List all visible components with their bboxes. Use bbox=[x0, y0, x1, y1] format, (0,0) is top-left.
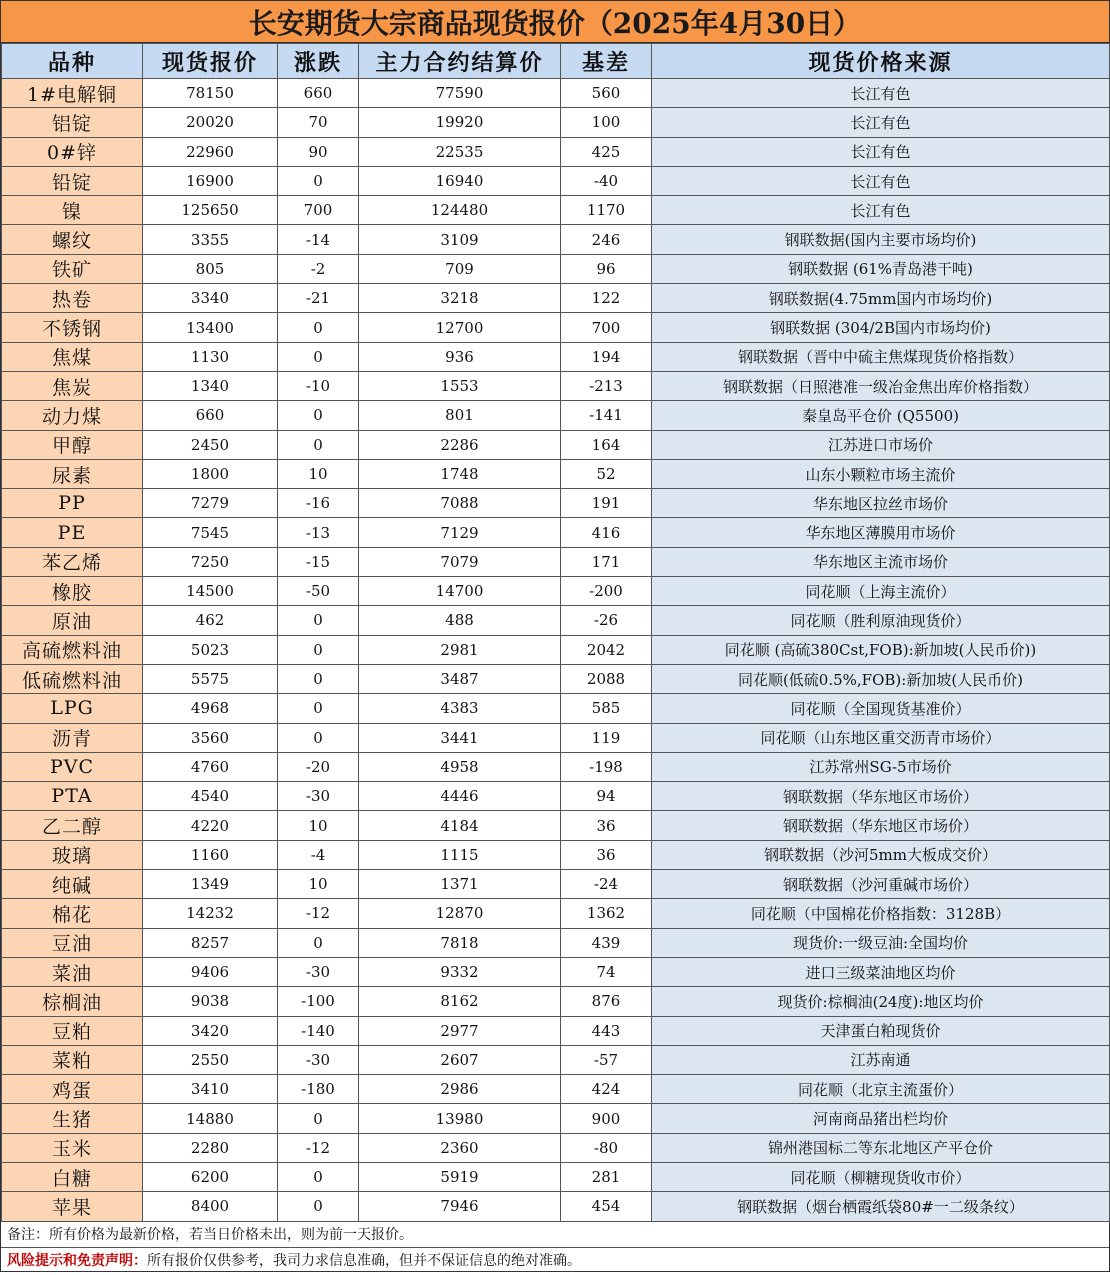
source-cell: 同花顺（中国棉花价格指数：3128B） bbox=[652, 899, 1110, 928]
column-header-basis: 基差 bbox=[561, 44, 652, 79]
change-cell: 0 bbox=[278, 606, 359, 635]
change-cell: 0 bbox=[278, 342, 359, 371]
settlement-cell: 7088 bbox=[359, 489, 561, 518]
basis-cell: -57 bbox=[561, 1045, 652, 1074]
settlement-cell: 3441 bbox=[359, 723, 561, 752]
source-cell: 现货价:棕榈油(24度):地区均价 bbox=[652, 987, 1110, 1016]
table-row bbox=[2, 1162, 1110, 1191]
source-cell: 钢联数据 (61%青岛港干吨) bbox=[652, 254, 1110, 283]
basis-cell: 585 bbox=[561, 694, 652, 723]
basis-cell: 36 bbox=[561, 840, 652, 869]
settlement-cell: 4184 bbox=[359, 811, 561, 840]
source-cell: 进口三级菜油地区均价 bbox=[652, 957, 1110, 986]
variety-cell: 苯乙烯 bbox=[2, 547, 143, 576]
basis-cell: 424 bbox=[561, 1075, 652, 1104]
variety-cell: PTA bbox=[2, 782, 143, 811]
change-cell: -2 bbox=[278, 254, 359, 283]
basis-cell: -141 bbox=[561, 401, 652, 430]
variety-cell: 低硫燃料油 bbox=[2, 664, 143, 693]
variety-cell: 棕榈油 bbox=[2, 987, 143, 1016]
variety-cell: 玻璃 bbox=[2, 840, 143, 869]
change-cell: 0 bbox=[278, 430, 359, 459]
variety-cell: 菜油 bbox=[2, 957, 143, 986]
variety-cell: 1#电解铜 bbox=[2, 79, 143, 108]
table-row bbox=[2, 401, 1110, 430]
spot-price-cell: 5023 bbox=[143, 635, 278, 664]
source-cell: 同花顺 (高硫380Cst,FOB):新加坡(人民币价)) bbox=[652, 635, 1110, 664]
basis-cell: 425 bbox=[561, 137, 652, 166]
settlement-cell: 7946 bbox=[359, 1192, 561, 1221]
variety-cell: 乙二醇 bbox=[2, 811, 143, 840]
settlement-cell: 8162 bbox=[359, 987, 561, 1016]
table-row bbox=[2, 108, 1110, 137]
column-header-spot-price: 现货报价 bbox=[143, 44, 278, 79]
source-cell: 山东小颗粒市场主流价 bbox=[652, 459, 1110, 488]
change-cell: 660 bbox=[278, 79, 359, 108]
change-cell: -4 bbox=[278, 840, 359, 869]
spot-price-cell: 78150 bbox=[143, 79, 278, 108]
variety-cell: LPG bbox=[2, 694, 143, 723]
settlement-cell: 3218 bbox=[359, 284, 561, 313]
disclaimer bbox=[1, 1248, 1109, 1275]
settlement-cell: 801 bbox=[359, 401, 561, 430]
table-row bbox=[2, 166, 1110, 195]
change-cell: 0 bbox=[278, 664, 359, 693]
basis-cell: 454 bbox=[561, 1192, 652, 1221]
variety-cell: 棉花 bbox=[2, 899, 143, 928]
settlement-cell: 19920 bbox=[359, 108, 561, 137]
variety-cell: PVC bbox=[2, 752, 143, 781]
basis-cell: 439 bbox=[561, 928, 652, 957]
spot-price-cell: 3410 bbox=[143, 1075, 278, 1104]
change-cell: 10 bbox=[278, 811, 359, 840]
source-cell: 钢联数据（日照港准一级冶金焦出库价格指数） bbox=[652, 371, 1110, 400]
change-cell: -16 bbox=[278, 489, 359, 518]
change-cell: -10 bbox=[278, 371, 359, 400]
spot-price-cell: 660 bbox=[143, 401, 278, 430]
change-cell: -21 bbox=[278, 284, 359, 313]
spot-price-cell: 13400 bbox=[143, 313, 278, 342]
variety-cell: 玉米 bbox=[2, 1133, 143, 1162]
source-cell: 华东地区薄膜用市场价 bbox=[652, 518, 1110, 547]
variety-cell: 焦炭 bbox=[2, 371, 143, 400]
change-cell: -15 bbox=[278, 547, 359, 576]
table-row bbox=[2, 782, 1110, 811]
table-row bbox=[2, 371, 1110, 400]
table-row bbox=[2, 313, 1110, 342]
spot-price-cell: 5575 bbox=[143, 664, 278, 693]
source-cell: 钢联数据（沙河5mm大板成交价） bbox=[652, 840, 1110, 869]
variety-cell: 尿素 bbox=[2, 459, 143, 488]
source-cell: 同花顺（上海主流价） bbox=[652, 577, 1110, 606]
basis-cell: 164 bbox=[561, 430, 652, 459]
change-cell: 0 bbox=[278, 313, 359, 342]
basis-cell: 96 bbox=[561, 254, 652, 283]
settlement-cell: 1115 bbox=[359, 840, 561, 869]
spot-price-cell: 125650 bbox=[143, 196, 278, 225]
variety-cell: 动力煤 bbox=[2, 401, 143, 430]
spot-price-cell: 4540 bbox=[143, 782, 278, 811]
spot-price-cell: 6200 bbox=[143, 1162, 278, 1191]
source-cell: 同花顺（山东地区重交沥青市场价） bbox=[652, 723, 1110, 752]
change-cell: -12 bbox=[278, 899, 359, 928]
source-cell: 同花顺（北京主流蛋价） bbox=[652, 1075, 1110, 1104]
disclaimer-text: 所有报价仅供参考，我司力求信息准确，但并不保证信息的绝对准确。 bbox=[147, 1252, 581, 1269]
spot-price-cell: 2550 bbox=[143, 1045, 278, 1074]
spot-price-cell: 16900 bbox=[143, 166, 278, 195]
basis-cell: 1362 bbox=[561, 899, 652, 928]
basis-cell: -198 bbox=[561, 752, 652, 781]
spot-price-cell: 9038 bbox=[143, 987, 278, 1016]
disclaimer-label: 风险提示和免责声明： bbox=[7, 1252, 147, 1269]
change-cell: 0 bbox=[278, 928, 359, 957]
source-cell: 钢联数据（华东地区市场价） bbox=[652, 782, 1110, 811]
settlement-cell: 3487 bbox=[359, 664, 561, 693]
settlement-cell: 13980 bbox=[359, 1104, 561, 1133]
table-row bbox=[2, 723, 1110, 752]
spot-price-cell: 1800 bbox=[143, 459, 278, 488]
change-cell: -30 bbox=[278, 1045, 359, 1074]
source-cell: 秦皇岛平仓价 (Q5500) bbox=[652, 401, 1110, 430]
change-cell: -12 bbox=[278, 1133, 359, 1162]
change-cell: 0 bbox=[278, 694, 359, 723]
variety-cell: 焦煤 bbox=[2, 342, 143, 371]
source-cell: 钢联数据(4.75mm国内市场均价) bbox=[652, 284, 1110, 313]
settlement-cell: 7129 bbox=[359, 518, 561, 547]
change-cell: 0 bbox=[278, 1162, 359, 1191]
spot-price-cell: 7250 bbox=[143, 547, 278, 576]
basis-cell: -26 bbox=[561, 606, 652, 635]
spot-price-cell: 3340 bbox=[143, 284, 278, 313]
settlement-cell: 4383 bbox=[359, 694, 561, 723]
table-row bbox=[2, 752, 1110, 781]
spot-price-cell: 462 bbox=[143, 606, 278, 635]
column-header-change: 涨跌 bbox=[278, 44, 359, 79]
variety-cell: 鸡蛋 bbox=[2, 1075, 143, 1104]
variety-cell: 生猪 bbox=[2, 1104, 143, 1133]
settlement-cell: 709 bbox=[359, 254, 561, 283]
variety-cell: 豆粕 bbox=[2, 1016, 143, 1045]
table-row bbox=[2, 577, 1110, 606]
variety-cell: 热卷 bbox=[2, 284, 143, 313]
spot-price-cell: 9406 bbox=[143, 957, 278, 986]
settlement-cell: 5919 bbox=[359, 1162, 561, 1191]
source-cell: 江苏南通 bbox=[652, 1045, 1110, 1074]
table-row bbox=[2, 342, 1110, 371]
change-cell: 90 bbox=[278, 137, 359, 166]
source-cell: 河南商品猪出栏均价 bbox=[652, 1104, 1110, 1133]
source-cell: 长江有色 bbox=[652, 196, 1110, 225]
source-cell: 华东地区主流市场价 bbox=[652, 547, 1110, 576]
variety-cell: 铅锭 bbox=[2, 166, 143, 195]
settlement-cell: 12700 bbox=[359, 313, 561, 342]
column-header-variety: 品种 bbox=[2, 44, 143, 79]
settlement-cell: 1748 bbox=[359, 459, 561, 488]
change-cell: -30 bbox=[278, 782, 359, 811]
variety-cell: 镍 bbox=[2, 196, 143, 225]
basis-cell: 194 bbox=[561, 342, 652, 371]
source-cell: 长江有色 bbox=[652, 166, 1110, 195]
table-row bbox=[2, 694, 1110, 723]
variety-cell: 橡胶 bbox=[2, 577, 143, 606]
table-row bbox=[2, 899, 1110, 928]
spot-price-cell: 3560 bbox=[143, 723, 278, 752]
change-cell: 0 bbox=[278, 1192, 359, 1221]
settlement-cell: 2981 bbox=[359, 635, 561, 664]
basis-cell: -80 bbox=[561, 1133, 652, 1162]
settlement-cell: 2977 bbox=[359, 1016, 561, 1045]
spot-price-cell: 7279 bbox=[143, 489, 278, 518]
settlement-cell: 936 bbox=[359, 342, 561, 371]
source-cell: 现货价:一级豆油:全国均价 bbox=[652, 928, 1110, 957]
quote-table bbox=[1, 43, 1110, 1222]
source-cell: 江苏进口市场价 bbox=[652, 430, 1110, 459]
table-row bbox=[2, 928, 1110, 957]
spot-price-cell: 1160 bbox=[143, 840, 278, 869]
settlement-cell: 4446 bbox=[359, 782, 561, 811]
change-cell: 0 bbox=[278, 166, 359, 195]
basis-cell: 416 bbox=[561, 518, 652, 547]
change-cell: 0 bbox=[278, 723, 359, 752]
table-row bbox=[2, 518, 1110, 547]
table-row bbox=[2, 547, 1110, 576]
basis-cell: 560 bbox=[561, 79, 652, 108]
source-cell: 同花顺（全国现货基准价） bbox=[652, 694, 1110, 723]
basis-cell: -213 bbox=[561, 371, 652, 400]
change-cell: -13 bbox=[278, 518, 359, 547]
spot-price-cell: 14880 bbox=[143, 1104, 278, 1133]
page-title: 长安期货大宗商品现货报价（2025年4月30日） bbox=[1, 1, 1109, 43]
source-cell: 同花顺（胜利原油现货价） bbox=[652, 606, 1110, 635]
source-cell: 钢联数据（晋中中硫主焦煤现货价格指数） bbox=[652, 342, 1110, 371]
column-header-source: 现货价格来源 bbox=[652, 44, 1110, 79]
basis-cell: 36 bbox=[561, 811, 652, 840]
variety-cell: 豆油 bbox=[2, 928, 143, 957]
variety-cell: 高硫燃料油 bbox=[2, 635, 143, 664]
source-cell: 江苏常州SG-5市场价 bbox=[652, 752, 1110, 781]
change-cell: -100 bbox=[278, 987, 359, 1016]
table-row bbox=[2, 1133, 1110, 1162]
spot-price-cell: 1349 bbox=[143, 870, 278, 899]
table-row bbox=[2, 489, 1110, 518]
table-row bbox=[2, 957, 1110, 986]
settlement-cell: 4958 bbox=[359, 752, 561, 781]
table-row bbox=[2, 196, 1110, 225]
variety-cell: 菜粕 bbox=[2, 1045, 143, 1074]
basis-cell: -200 bbox=[561, 577, 652, 606]
basis-cell: 246 bbox=[561, 225, 652, 254]
table-row bbox=[2, 870, 1110, 899]
basis-cell: -24 bbox=[561, 870, 652, 899]
table-row bbox=[2, 79, 1110, 108]
column-header-settlement: 主力合约结算价 bbox=[359, 44, 561, 79]
settlement-cell: 2286 bbox=[359, 430, 561, 459]
table-row bbox=[2, 137, 1110, 166]
spot-price-cell: 1130 bbox=[143, 342, 278, 371]
spot-price-cell: 2450 bbox=[143, 430, 278, 459]
basis-cell: 876 bbox=[561, 987, 652, 1016]
variety-cell: 沥青 bbox=[2, 723, 143, 752]
change-cell: -14 bbox=[278, 225, 359, 254]
spot-price-cell: 805 bbox=[143, 254, 278, 283]
settlement-cell: 1371 bbox=[359, 870, 561, 899]
table-row bbox=[2, 1075, 1110, 1104]
settlement-cell: 488 bbox=[359, 606, 561, 635]
variety-cell: 甲醇 bbox=[2, 430, 143, 459]
settlement-cell: 12870 bbox=[359, 899, 561, 928]
table-row bbox=[2, 459, 1110, 488]
variety-cell: 0#锌 bbox=[2, 137, 143, 166]
table-body bbox=[2, 79, 1110, 1222]
basis-cell: 191 bbox=[561, 489, 652, 518]
change-cell: 10 bbox=[278, 459, 359, 488]
spot-price-cell: 4760 bbox=[143, 752, 278, 781]
source-cell: 钢联数据（烟台栖霞纸袋80#一二级条纹） bbox=[652, 1192, 1110, 1221]
table-row bbox=[2, 254, 1110, 283]
basis-cell: -40 bbox=[561, 166, 652, 195]
settlement-cell: 2360 bbox=[359, 1133, 561, 1162]
variety-cell: 白糖 bbox=[2, 1162, 143, 1191]
variety-cell: PE bbox=[2, 518, 143, 547]
table-row bbox=[2, 606, 1110, 635]
basis-cell: 443 bbox=[561, 1016, 652, 1045]
table-row bbox=[2, 430, 1110, 459]
spot-price-cell: 4968 bbox=[143, 694, 278, 723]
source-cell: 钢联数据 (304/2B国内市场均价) bbox=[652, 313, 1110, 342]
settlement-cell: 9332 bbox=[359, 957, 561, 986]
spot-price-cell: 4220 bbox=[143, 811, 278, 840]
basis-cell: 281 bbox=[561, 1162, 652, 1191]
source-cell: 钢联数据(国内主要市场均价) bbox=[652, 225, 1110, 254]
basis-cell: 94 bbox=[561, 782, 652, 811]
source-cell: 天津蛋白粕现货价 bbox=[652, 1016, 1110, 1045]
basis-cell: 2088 bbox=[561, 664, 652, 693]
settlement-cell: 2986 bbox=[359, 1075, 561, 1104]
table-row bbox=[2, 1104, 1110, 1133]
settlement-cell: 124480 bbox=[359, 196, 561, 225]
table-row bbox=[2, 840, 1110, 869]
change-cell: 0 bbox=[278, 635, 359, 664]
source-cell: 长江有色 bbox=[652, 108, 1110, 137]
spot-price-cell: 3355 bbox=[143, 225, 278, 254]
spot-price-cell: 2280 bbox=[143, 1133, 278, 1162]
settlement-cell: 7818 bbox=[359, 928, 561, 957]
table-row bbox=[2, 284, 1110, 313]
variety-cell: 螺纹 bbox=[2, 225, 143, 254]
table-row bbox=[2, 1016, 1110, 1045]
table-row bbox=[2, 225, 1110, 254]
variety-cell: 苹果 bbox=[2, 1192, 143, 1221]
variety-cell: 铝锭 bbox=[2, 108, 143, 137]
variety-cell: 纯碱 bbox=[2, 870, 143, 899]
basis-cell: 900 bbox=[561, 1104, 652, 1133]
basis-cell: 52 bbox=[561, 459, 652, 488]
spot-price-cell: 14500 bbox=[143, 577, 278, 606]
change-cell: -50 bbox=[278, 577, 359, 606]
settlement-cell: 2607 bbox=[359, 1045, 561, 1074]
spot-price-cell: 14232 bbox=[143, 899, 278, 928]
variety-cell: 不锈钢 bbox=[2, 313, 143, 342]
change-cell: -30 bbox=[278, 957, 359, 986]
table-row bbox=[2, 1192, 1110, 1221]
settlement-cell: 7079 bbox=[359, 547, 561, 576]
change-cell: 10 bbox=[278, 870, 359, 899]
basis-cell: 700 bbox=[561, 313, 652, 342]
source-cell: 钢联数据（华东地区市场价） bbox=[652, 811, 1110, 840]
source-cell: 华东地区拉丝市场价 bbox=[652, 489, 1110, 518]
change-cell: -180 bbox=[278, 1075, 359, 1104]
source-cell: 锦州港国标二等东北地区产平仓价 bbox=[652, 1133, 1110, 1162]
change-cell: 0 bbox=[278, 401, 359, 430]
basis-cell: 2042 bbox=[561, 635, 652, 664]
basis-cell: 74 bbox=[561, 957, 652, 986]
change-cell: 0 bbox=[278, 1104, 359, 1133]
settlement-cell: 22535 bbox=[359, 137, 561, 166]
source-cell: 同花顺（柳糖现货收市价） bbox=[652, 1162, 1110, 1191]
spot-price-cell: 8400 bbox=[143, 1192, 278, 1221]
change-cell: 70 bbox=[278, 108, 359, 137]
basis-cell: 122 bbox=[561, 284, 652, 313]
basis-cell: 119 bbox=[561, 723, 652, 752]
spot-price-cell: 1340 bbox=[143, 371, 278, 400]
settlement-cell: 3109 bbox=[359, 225, 561, 254]
source-cell: 同花顺(低硫0.5%,FOB):新加坡(人民币价) bbox=[652, 664, 1110, 693]
change-cell: -140 bbox=[278, 1016, 359, 1045]
header-row bbox=[2, 44, 1110, 79]
source-cell: 长江有色 bbox=[652, 79, 1110, 108]
variety-cell: 铁矿 bbox=[2, 254, 143, 283]
spot-price-cell: 3420 bbox=[143, 1016, 278, 1045]
settlement-cell: 77590 bbox=[359, 79, 561, 108]
basis-cell: 100 bbox=[561, 108, 652, 137]
variety-cell: 原油 bbox=[2, 606, 143, 635]
settlement-cell: 16940 bbox=[359, 166, 561, 195]
variety-cell: PP bbox=[2, 489, 143, 518]
settlement-cell: 1553 bbox=[359, 371, 561, 400]
spot-price-cell: 8257 bbox=[143, 928, 278, 957]
source-cell: 长江有色 bbox=[652, 137, 1110, 166]
settlement-cell: 14700 bbox=[359, 577, 561, 606]
change-cell: -20 bbox=[278, 752, 359, 781]
table-row bbox=[2, 987, 1110, 1016]
spot-price-cell: 20020 bbox=[143, 108, 278, 137]
table-row bbox=[2, 635, 1110, 664]
change-cell: 700 bbox=[278, 196, 359, 225]
table-row bbox=[2, 664, 1110, 693]
source-cell: 钢联数据（沙河重碱市场价） bbox=[652, 870, 1110, 899]
spot-price-cell: 7545 bbox=[143, 518, 278, 547]
table-row bbox=[2, 811, 1110, 840]
basis-cell: 1170 bbox=[561, 196, 652, 225]
table-row bbox=[2, 1045, 1110, 1074]
footnote: 备注：所有价格为最新价格，若当日价格未出，则为前一天报价。 bbox=[1, 1222, 1109, 1248]
basis-cell: 171 bbox=[561, 547, 652, 576]
spot-price-cell: 22960 bbox=[143, 137, 278, 166]
